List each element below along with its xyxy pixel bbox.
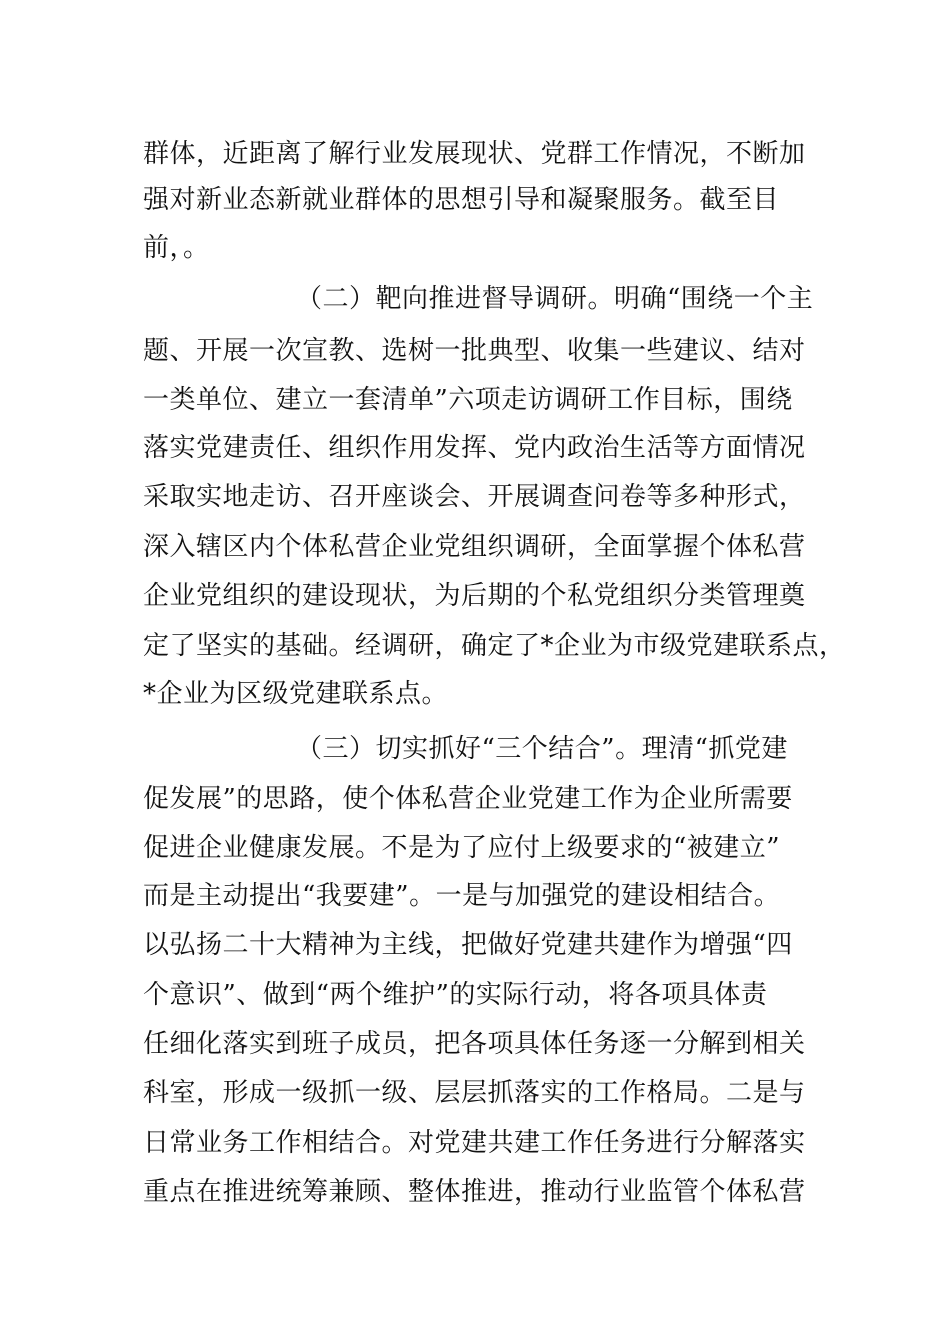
text-line-21: 日常业务工作相结合。对党建共建工作任务进行分解落实 (143, 1128, 806, 1158)
text-line-14: 促发展”的思路，使个体私营企业党建工作为企业所需要 (143, 784, 793, 814)
text-line-19: 任细化落实到班子成员，把各项具体任务逐一分解到相关 (143, 1029, 806, 1059)
text-line-12: *企业为区级党建联系点。 (143, 679, 449, 709)
text-line-20: 科室，形成一级抓一级、层层抓落实的工作格局。二是与 (143, 1078, 806, 1108)
section-heading-3: （三）切实抓好“三个结合”。理清“抓党建 (296, 734, 788, 764)
text-line-11: 定了坚实的基础。经调研，确定了*企业为市级党建联系点， (143, 631, 846, 661)
text-line-16: 而是主动提出“我要建”。一是与加强党的建设相结合。 (143, 881, 781, 911)
text-line-6: 一类单位、建立一套清单”六项走访调研工作目标，围绕 (143, 385, 793, 415)
text-line-3: 前，。 (143, 233, 210, 263)
text-line-7: 落实党建责任、组织作用发挥、党内政治生活等方面情况 (143, 433, 806, 463)
text-line-9: 深入辖区内个体私营企业党组织调研，全面掌握个体私营 (143, 532, 806, 562)
text-line-18: 个意识”、做到“两个维护”的实际行动，将各项具体责 (143, 980, 768, 1010)
text-line-10: 企业党组织的建设现状，为后期的个私党组织分类管理奠 (143, 581, 806, 611)
text-line-17: 以弘扬二十大精神为主线，把做好党建共建作为增强“四 (143, 930, 793, 960)
text-line-2: 强对新业态新就业群体的思想引导和凝聚服务。截至目 (143, 185, 780, 215)
text-line-15: 促进企业健康发展。不是为了应付上级要求的“被建立” (143, 833, 781, 863)
section-heading-2: （二）靶向推进督导调研。明确“围绕一个主 (296, 284, 814, 314)
text-line-8: 采取实地走访、召开座谈会、开展调查问卷等多种形式， (143, 482, 806, 512)
text-line-5: 题、开展一次宣教、选树一批典型、收集一些建议、结对 (143, 336, 806, 366)
text-line-1: 群体，近距离了解行业发展现状、党群工作情况，不断加 (143, 139, 806, 169)
text-line-22: 重点在推进统筹兼顾、整体推进，推动行业监管个体私营 (143, 1177, 806, 1207)
